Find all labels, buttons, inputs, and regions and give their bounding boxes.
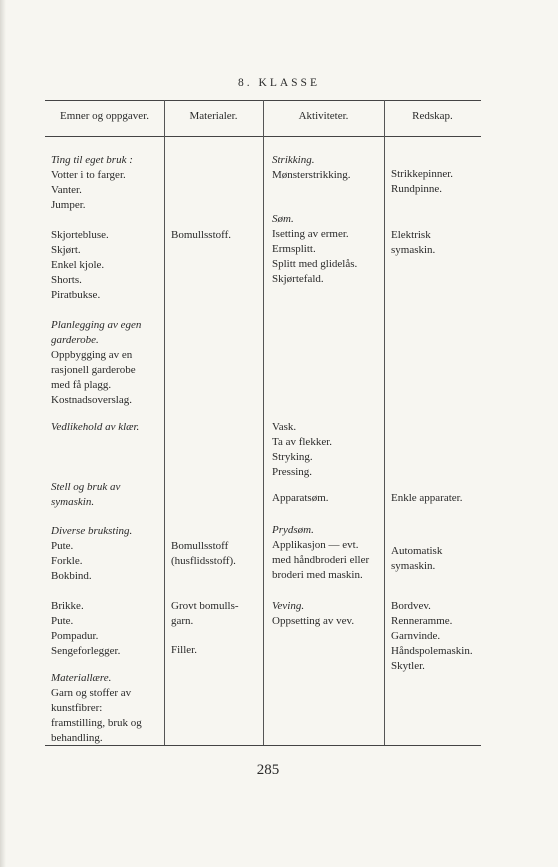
aktiviteter-item: Apparatsøm. [272,492,329,504]
redskap-item: Håndspolemaskin. [391,645,473,657]
aktiviteter-item: Ermsplitt. [272,243,316,255]
aktiviteter-item: Applikasjon — evt. [272,539,359,551]
emner-item: framstilling, bruk og [51,717,142,729]
emner-item: kunstfibrer: [51,702,103,714]
emner-item: Pute. [51,615,74,627]
column-divider-1 [164,100,165,745]
emner-item: Oppbygging av en [51,349,133,361]
emner-group-2 [51,228,109,303]
emner-item: behandling. [51,732,103,744]
redskap-item: symaskin. [391,560,436,572]
redskap-item: Rundpinne. [391,183,443,195]
aktiviteter-group-6 [272,599,354,629]
redskap-item: Renneramme. [391,615,453,627]
redskap-item: Enkle apparater. [391,492,463,504]
emner-item: Enkel kjole. [51,259,105,271]
materialer-group-3 [171,599,239,629]
emner-item: Pompadur. [51,630,99,642]
aktiviteter-heading: Søm. [272,213,294,225]
emner-item: Sengeforlegger. [51,645,121,657]
redskap-group-5 [391,599,473,674]
header-emner: Emner og oppgaver. [60,110,149,122]
materialer-item: Filler. [171,644,197,656]
emner-heading: garderobe. [51,334,99,346]
page-edge [0,0,6,867]
emner-item: rasjonell garderobe [51,364,136,376]
emner-heading: Planlegging av egen [51,319,142,331]
aktiviteter-item: Skjørtefald. [272,273,324,285]
redskap-item: Garnvinde. [391,630,441,642]
emner-item: Brikke. [51,600,84,612]
emner-group-1 [51,153,133,213]
redskap-item: Strikkepinner. [391,168,454,180]
aktiviteter-item: Oppsetting av vev. [272,615,355,627]
redskap-item: Skytler. [391,660,425,672]
aktiviteter-item: Splitt med glidelås. [272,258,358,270]
materialer-item: (husflidsstoff). [171,555,236,567]
emner-item: Garn og stoffer av [51,687,132,699]
header-redskap: Redskap. [412,110,453,122]
aktiviteter-group-2 [272,212,357,287]
materialer-item: Grovt bomulls- [171,600,239,612]
emner-item: Skjørt. [51,244,81,256]
column-divider-3 [384,100,385,745]
redskap-item: Elektrisk [391,229,431,241]
aktiviteter-item: Isetting av ermer. [272,228,349,240]
aktiviteter-item: Mønsterstrikking. [272,169,351,181]
aktiviteter-item: Vask. [272,421,297,433]
emner-item: Skjortebluse. [51,229,109,241]
redskap-group-1 [391,167,453,197]
emner-heading: symaskin. [51,496,95,508]
emner-item: Piratbukse. [51,289,101,301]
emner-item: Kostnadsoverslag. [51,394,132,406]
aktiviteter-item: Stryking. [272,451,313,463]
aktiviteter-group-5 [272,523,369,583]
emner-heading: Diverse bruksting. [51,525,133,537]
aktiviteter-heading: Prydsøm. [272,524,314,536]
aktiviteter-item: Ta av flekker. [272,436,333,448]
aktiviteter-heading: Strikking. [272,154,315,166]
page-heading: 8. KLASSE [238,77,320,89]
header-aktiviteter: Aktiviteter. [298,110,349,122]
redskap-item: symaskin. [391,244,436,256]
aktiviteter-group-4 [272,491,329,506]
aktiviteter-item: broderi med maskin. [272,569,363,581]
materialer-item: garn. [171,615,194,627]
emner-group-6 [51,524,132,584]
emner-heading: Stell og bruk av [51,481,121,493]
aktiviteter-item: med håndbroderi eller [272,554,370,566]
aktiviteter-item: Pressing. [272,466,313,478]
emner-item: Jumper. [51,199,86,211]
emner-item: Vanter. [51,184,82,196]
emner-group-3 [51,318,141,408]
header-materialer: Materialer. [189,110,238,122]
materialer-group-2 [171,539,236,569]
emner-group-5 [51,480,120,510]
aktiviteter-group-1 [272,153,351,183]
redskap-group-2 [391,228,435,258]
emner-heading: Ting til eget bruk : [51,154,133,166]
emner-group-8 [51,671,142,746]
emner-heading: Materiallære. [51,672,112,684]
redskap-group-4 [391,544,442,574]
emner-item: Forkle. [51,555,83,567]
materialer-group-4 [171,643,197,658]
materialer-item: Bomullsstoff [171,540,229,552]
page-number: 285 [256,762,280,778]
materialer-group-1 [171,228,231,243]
column-divider-2 [263,100,264,745]
emner-group-4 [51,420,139,435]
aktiviteter-group-3 [272,420,332,480]
redskap-item: Automatisk [391,545,443,557]
redskap-group-3 [391,491,462,506]
emner-item: med få plagg. [51,379,112,391]
emner-heading: Vedlikehold av klær. [51,421,140,433]
emner-group-7 [51,599,120,659]
emner-item: Pute. [51,540,74,552]
emner-item: Votter i to farger. [51,169,126,181]
materialer-item: Bomullsstoff. [171,229,232,241]
aktiviteter-heading: Veving. [272,600,305,612]
emner-item: Bokbind. [51,570,92,582]
emner-item: Shorts. [51,274,82,286]
redskap-item: Bordvev. [391,600,431,612]
